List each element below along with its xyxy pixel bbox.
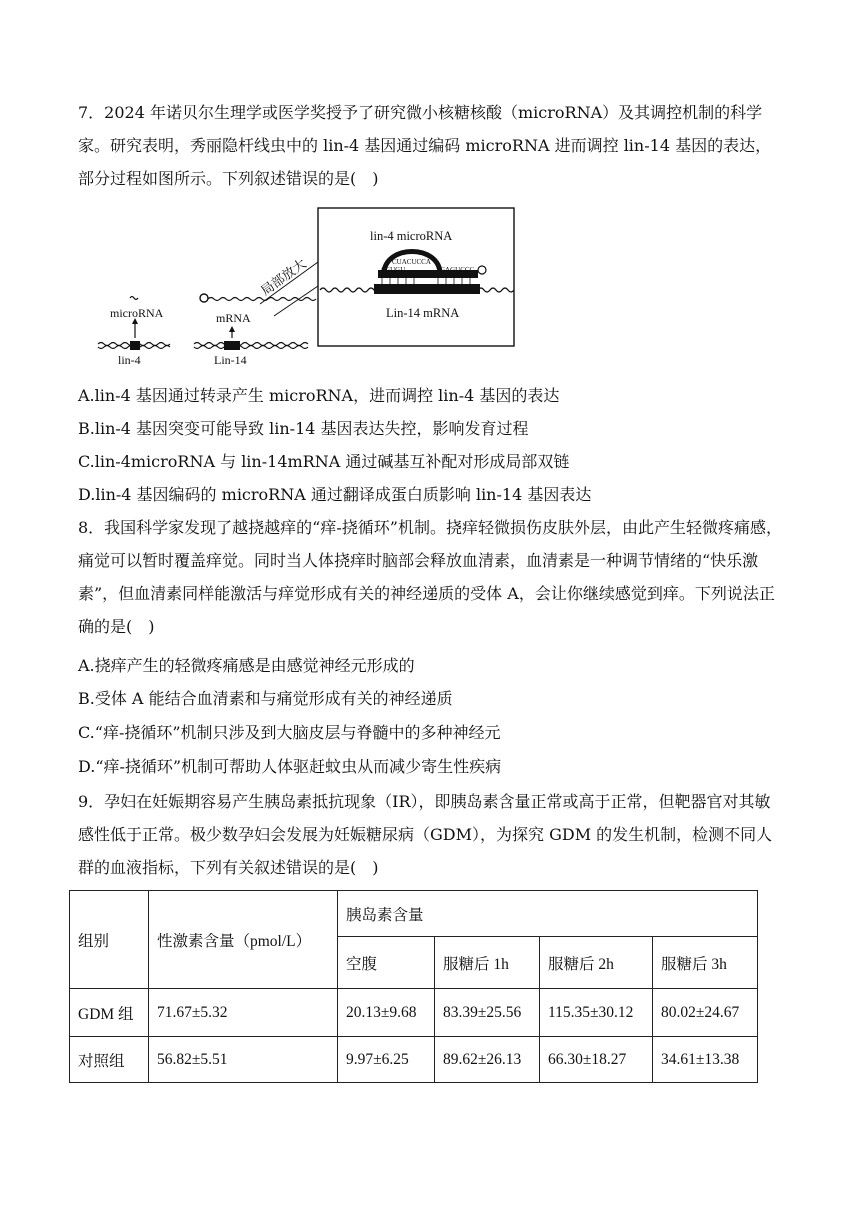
q7-option-a: A.lin-4 基因通过转录产生 microRNA，进而调控 lin-4 基因的表达 bbox=[78, 386, 560, 405]
header-group: 组别 bbox=[70, 891, 149, 989]
q7-option-c: C.lin-4microRNA 与 lin-14mRNA 通过碱基互补配对形成局部双链 bbox=[78, 452, 570, 471]
q7-option-b: B.lin-4 基因突变可能导致 lin-14 基因表达失控，影响发育过程 bbox=[78, 419, 529, 438]
seq-right: GAGUCCC bbox=[440, 266, 475, 274]
cell-fasting: 9.97±6.25 bbox=[338, 1037, 435, 1083]
cell-group: GDM 组 bbox=[70, 989, 149, 1037]
q8-option-b: B.受体 A 能结合血清素和与痛觉形成有关的神经递质 bbox=[78, 689, 453, 708]
label-lin4-microrna: lin-4 microRNA bbox=[370, 229, 453, 243]
q7-option-d: D.lin-4 基因编码的 microRNA 通过翻译成蛋白质影响 lin-14 基因表达 bbox=[78, 485, 592, 504]
cell-1h: 83.39±25.56 bbox=[435, 989, 540, 1037]
cell-2h: 66.30±18.27 bbox=[540, 1037, 653, 1083]
sub-header-1h: 服糖后 1h bbox=[435, 937, 540, 989]
sub-header-3h: 服糖后 3h bbox=[653, 937, 758, 989]
label-microrna: microRNA bbox=[110, 306, 164, 320]
lin14-gene-region bbox=[224, 341, 240, 350]
microrna-complex bbox=[200, 294, 208, 302]
q8-option-a: A.挠痒产生的轻微疼痛感是由感觉神经元形成的 bbox=[78, 656, 415, 675]
cell-3h: 80.02±24.67 bbox=[653, 989, 758, 1037]
microrna-diagram bbox=[94, 206, 524, 372]
seq-left: AGUGU bbox=[380, 266, 406, 274]
cell-1h: 89.62±26.13 bbox=[435, 1037, 540, 1083]
q8-option-c: C.“痒-挠循环”机制只涉及到大脑皮层与脊髓中的多种神经元 bbox=[78, 723, 501, 742]
q8-option-d: D.“痒-挠循环”机制可帮助人体驱赶蚊虫从而减少寄生性疾病 bbox=[78, 757, 502, 776]
label-lin14-mrna: Lin-14 mRNA bbox=[386, 306, 460, 320]
cell-sex-hormone: 71.67±5.32 bbox=[149, 989, 338, 1037]
table-row bbox=[70, 989, 758, 1037]
arrow-up-icon bbox=[229, 326, 235, 332]
q7-figure bbox=[94, 206, 524, 372]
label-lin4: lin-4 bbox=[118, 353, 141, 367]
sub-header-2h: 服糖后 2h bbox=[540, 937, 653, 989]
table-row bbox=[70, 1037, 758, 1083]
q7-stem: 7．2024 年诺贝尔生理学或医学奖授予了研究微小核糖核酸（microRNA）及其调控机制的科学家。研究表明，秀丽隐杆线虫中的 lin-4 基因通过编码 microRNA 进而调控 lin-14 基因的表达，部分过程如图所示。下列叙述错误的是( ) bbox=[78, 103, 772, 188]
cell-2h: 115.35±30.12 bbox=[540, 989, 653, 1037]
q9-data-table bbox=[69, 890, 758, 1083]
microrna-strand bbox=[130, 297, 138, 300]
seq-bottom: CUCACAACCAACUCAGGGA bbox=[376, 286, 472, 294]
cell-3h: 34.61±13.38 bbox=[653, 1037, 758, 1083]
q8-stem: 8．我国科学家发现了越挠越痒的“痒-挠循环”机制。挠痒轻微损伤皮肤外层，由此产生轻微疼痛感，痛觉可以暂时覆盖痒觉。同时当人体挠痒时脑部会释放血清素，血清素是一种调节情绪的“快乐激素”，但血清素同样能激活与痒觉形成有关的神经递质的受体 A，会让你继续感觉到痒。下列说法正确的是( ) bbox=[78, 518, 782, 636]
header-sex-hormone: 性激素含量（pmol/L） bbox=[149, 891, 338, 989]
cell-sex-hormone: 56.82±5.51 bbox=[149, 1037, 338, 1083]
header-insulin: 胰岛素含量 bbox=[338, 891, 758, 937]
lin4-gene-region bbox=[130, 341, 140, 350]
label-lin14: Lin-14 bbox=[214, 353, 247, 367]
cell-group: 对照组 bbox=[70, 1037, 149, 1083]
seq-loop: CUACUCCA bbox=[392, 258, 431, 266]
label-mrna: mRNA bbox=[216, 311, 251, 325]
q9-stem: 9．孕妇在妊娠期容易产生胰岛素抵抗现象（IR），即胰岛素含量正常或高于正常，但靶器官对其敏感性低于正常。极少数孕妇会发展为妊娠糖尿病（GDM），为探究 GDM 的发生机制，检测不同人群的血液指标，下列有关叙述错误的是( ) bbox=[78, 792, 773, 877]
cell-fasting: 20.13±9.68 bbox=[338, 989, 435, 1037]
label-zoom: 局部放大 bbox=[257, 255, 309, 299]
sub-header-fasting: 空腹 bbox=[338, 937, 435, 989]
lin14-mrna-wave-right bbox=[478, 288, 514, 292]
